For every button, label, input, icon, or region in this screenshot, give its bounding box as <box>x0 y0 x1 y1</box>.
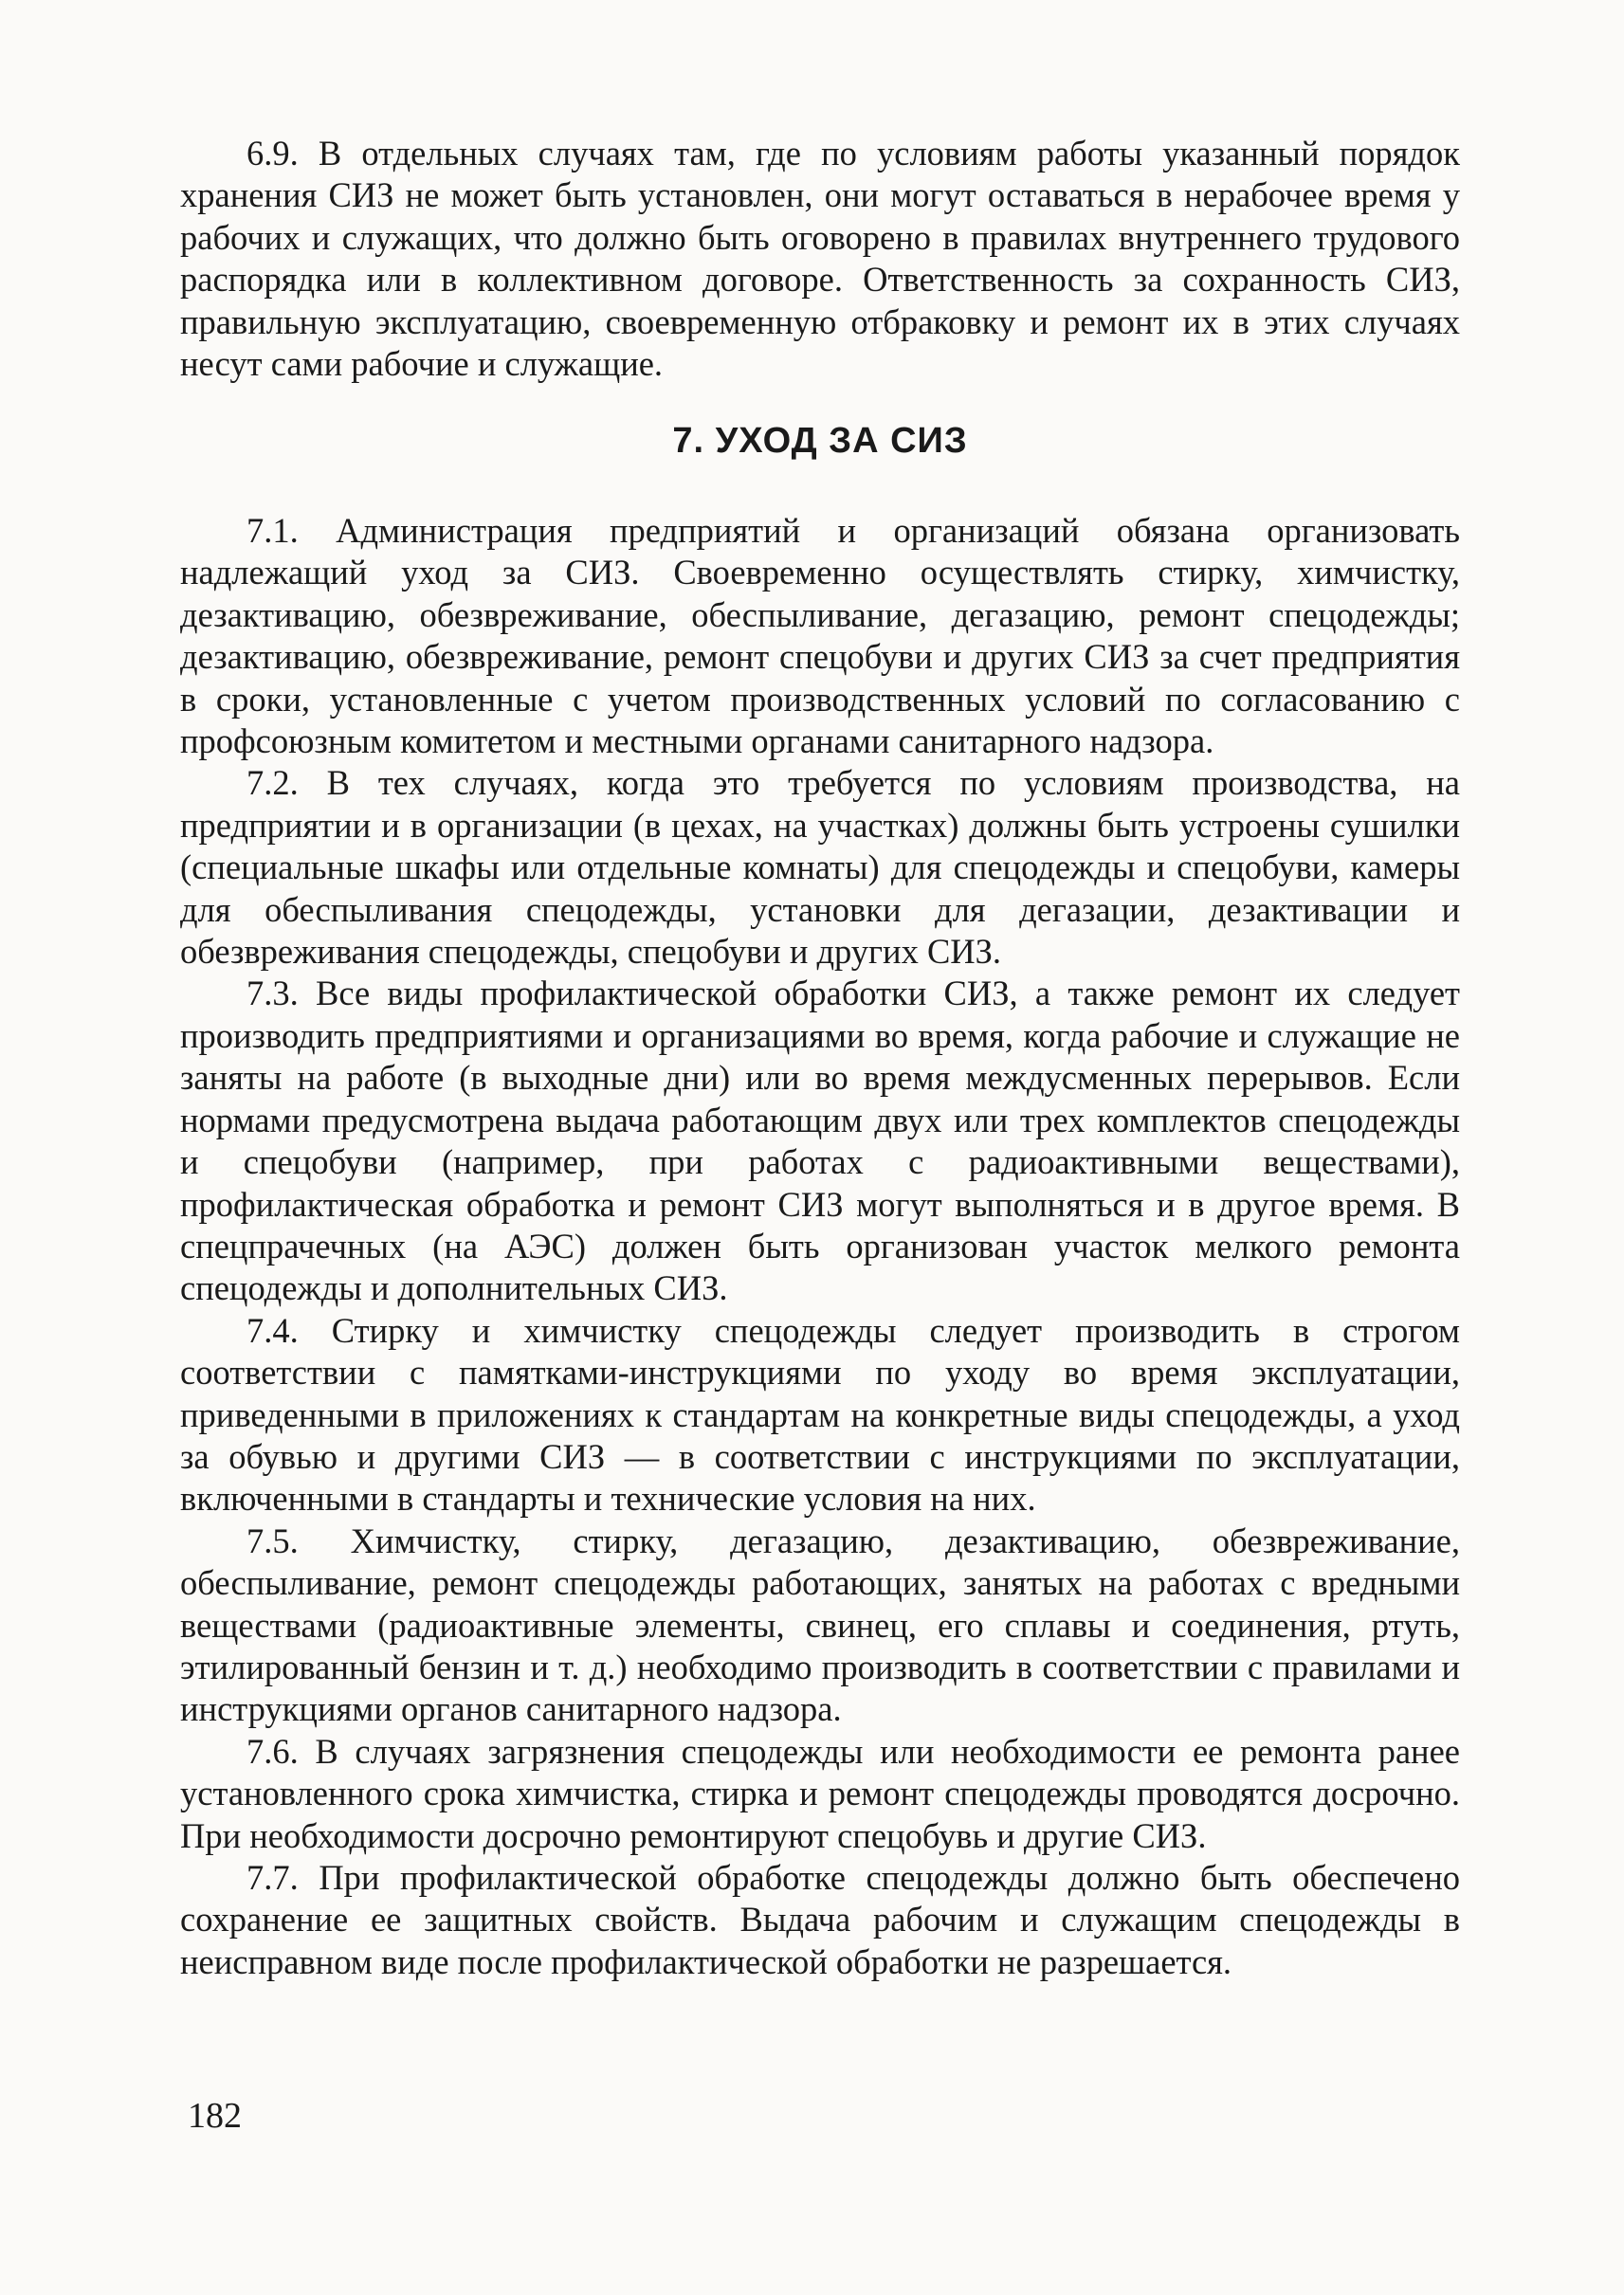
section-title: 7. УХОД ЗА СИЗ <box>672 421 968 461</box>
section-7-text-block <box>180 510 1460 1983</box>
paragraph-7-5: 7.5. Химчистку, стирку, дегазацию, дезактивацию, обезвреживание, обеспыливание, ремонт спецодежды работающих, занятых на работах с вредными веществами (радиоактивные элементы, свинец, его сплавы и соединения, ртуть, этилированный бензин и т. д.) необходимо производить в соответствии с правилами и инструкциями органов санитарного надзора. <box>180 1521 1460 1729</box>
paragraph-7-2: 7.2. В тех случаях, когда это требуется по условиям производства, на предприятии и в организации (в цехах, на участках) должны быть устроены сушилки (специальные шкафы или отдельные комнаты) для спецодежды и спецобуви, камеры для обеспыливания спецодежды, установки для дегазации, дезактивации и обезвреживания спецодежды, спецобуви и других СИЗ. <box>180 763 1460 972</box>
intro-text-block <box>180 133 1460 385</box>
paragraph-7-3: 7.3. Все виды профилактической обработки СИЗ, а также ремонт их следует производить предприятиями и организациями во время, когда рабочие и служащие не заняты на работе (в выходные дни) или во время междусменных перерывов. Если нормами предусмотрена выдача работающим двух или трех комплектов спецодежды и спецобуви (например, при работах с радиоактивными веществами), профилактическая обработка и ремонт СИЗ могут выполняться и в другое время. В спецпрачечных (на АЭС) должен быть организован участок мелкого ремонта спецодежды и дополнительных СИЗ. <box>180 974 1460 1308</box>
paragraph-6-9: 6.9. В отдельных случаях там, где по условиям работы указанный порядок хранения СИЗ не может быть установлен, они могут оставаться в нерабочее время у рабочих и служащих, что должно быть оговорено в правилах внутреннего трудового распорядка или в коллективном договоре. Ответственность за сохранность СИЗ, правильную эксплуатацию, своевременную отбраковку и ремонт их в этих случаях несут сами рабочие и служащие. <box>180 134 1460 384</box>
paragraph-7-1: 7.1. Администрация предприятий и организаций обязана организовать надлежащий уход за СИЗ. Своевременно осуществлять стирку, химчистку, дезактивацию, обезвреживание, обеспыливание, дегазацию, ремонт спецодежды; дезактивацию, обезвреживание, ремонт спецобуви и других СИЗ за счет предприятия в сроки, установленные с учетом производственных условий по согласованию с профсоюзным комитетом и местными органами санитарного надзора. <box>180 511 1460 761</box>
paragraph-7-6: 7.6. В случаях загрязнения спецодежды или необходимости ее ремонта ранее установленного срока химчистка, стирка и ремонт спецодежды проводятся досрочно. При необходимости досрочно ремонтируют спецобувь и другие СИЗ. <box>180 1731 1460 1855</box>
page-number: 182 <box>188 2096 242 2136</box>
paragraph-7-4: 7.4. Стирку и химчистку спецодежды следует производить в строгом соответствии с памятками-инструкциями по уходу во время эксплуатации, приведенными в приложениях к стандартам на конкретные виды спецодежды, а уход за обувью и другими СИЗ — в соответствии с инструкциями по эксплуатации, включенными в стандарты и технические условия на них. <box>180 1310 1460 1519</box>
paragraph-7-7: 7.7. При профилактической обработке спецодежды должно быть обеспечено сохранение ее защитных свойств. Выдача рабочим и служащим спецодежды в неисправном виде после профилактической обработки не разрешается. <box>180 1858 1460 1981</box>
